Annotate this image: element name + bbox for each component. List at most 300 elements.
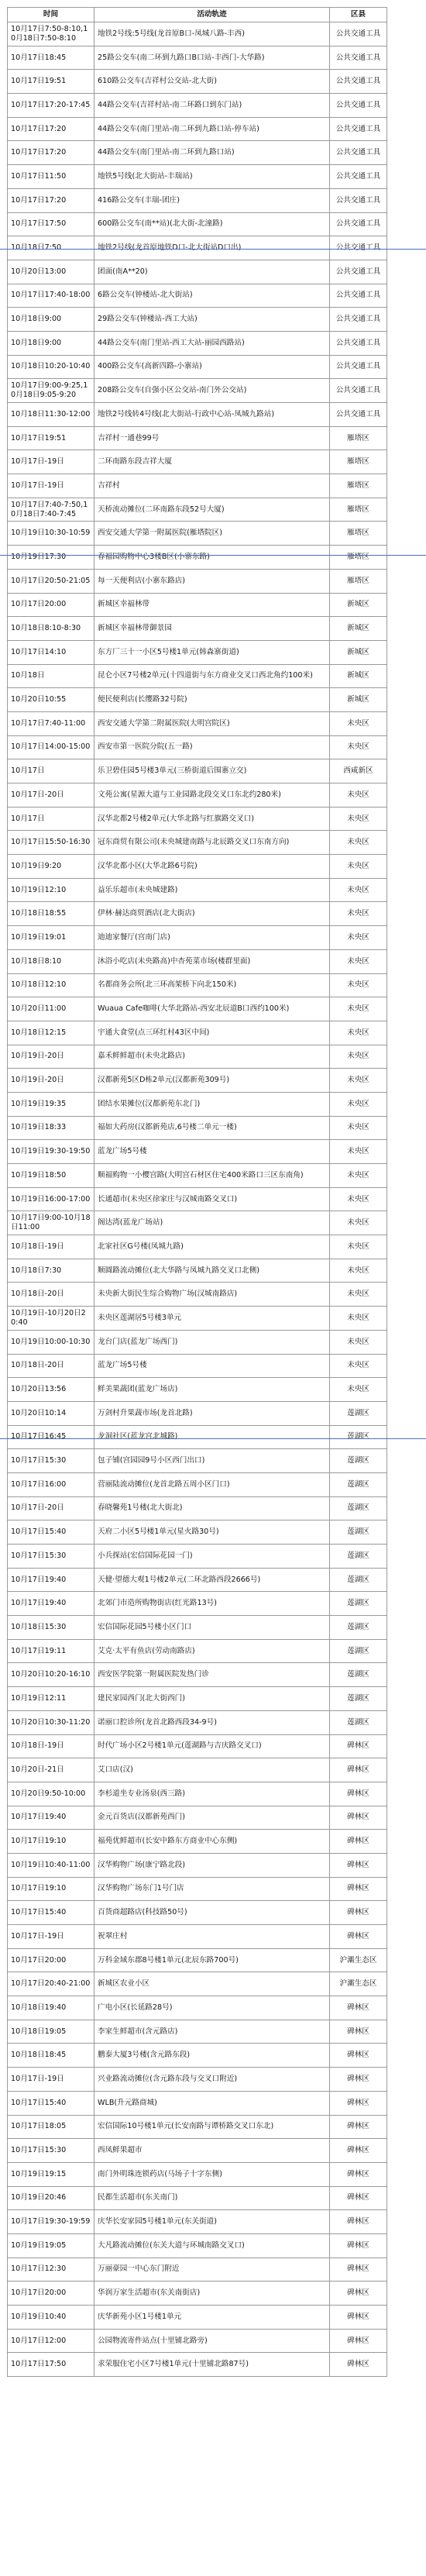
route-cell: 建民家园西门(北大街西门) [94,1687,330,1711]
district-cell: 雁塔区 [330,546,387,570]
time-cell: 10月17日12:00 [8,2329,94,2353]
table-row [8,617,387,641]
route-cell: 新城区幸福林带御景园 [94,617,330,641]
route-cell: 福如大药房(汉都新苑店,6号楼二单元一楼) [94,1116,330,1140]
district-cell: 莲湖区 [330,1710,387,1734]
time-cell: 10月17日15:40 [8,1520,94,1545]
route-cell: 汉华购物广场东门1号门店 [94,1877,330,1901]
route-cell: 龙洞社区(蓝龙宫北城路) [94,1425,330,1449]
table-row [8,1330,387,1354]
district-cell: 公共交通工具 [330,165,387,189]
table-row [8,94,387,118]
time-cell: 10月19日9:20 [8,855,94,879]
district-cell: 公共交通工具 [330,188,387,212]
table-row [8,807,387,831]
route-cell: 地铁5号线(北大街站-丰瑞站) [94,165,330,189]
district-cell: 公共交通工具 [330,46,387,70]
route-cell: 团结水果摊位(汉都新苑东北门) [94,1092,330,1116]
table-header-row [8,8,387,22]
time-cell: 10月18日-19日 [8,1734,94,1758]
district-cell: 沪灞生态区 [330,1948,387,1972]
table-row [8,46,387,70]
route-cell: 民都生活超市(东关南门) [94,2186,330,2210]
route-cell: 西安市第一医院分院(五一路) [94,735,330,759]
district-cell: 碑林区 [330,2306,387,2330]
table-row [8,1782,387,1806]
route-cell: 东方厂三十一小区5号楼1单元(韩森寨街道) [94,640,330,664]
district-cell: 公共交通工具 [330,212,387,236]
route-cell: 万剑村升果蔬市场(龙首北路) [94,1401,330,1425]
route-cell: 沐浴小吃店(未央路高)中杏苑菜市场(楼群里面) [94,949,330,973]
table-row [8,403,387,427]
district-cell: 碑林区 [330,1996,387,2020]
time-cell: 10月20日-21日 [8,1758,94,1782]
district-cell: 未央区 [330,926,387,950]
route-cell: 李家生鲜超市(含元路店) [94,2020,330,2044]
table-row [8,141,387,165]
time-cell: 10月17日15:30 [8,1449,94,1473]
route-cell: 名都商务会所(北三环高架桥下向北150米) [94,973,330,997]
table-row [8,1259,387,1283]
district-cell: 公共交通工具 [330,260,387,284]
district-cell: 未央区 [330,1164,387,1188]
table-row [8,2020,387,2044]
time-cell: 10月17日16:45 [8,1425,94,1449]
table-row [8,1401,387,1425]
route-cell: 包子铺(宫园园9号小区西门出口) [94,1449,330,1473]
table-row [8,2162,387,2186]
district-cell: 雁塔区 [330,426,387,450]
route-cell: 汉华购物广场(康宁路北段) [94,1853,330,1877]
header-route: 活动轨迹 [94,8,330,22]
time-cell: 10月17日20:00 [8,2282,94,2306]
route-cell: 西安交通大学第一附属医院(雁塔院区) [94,522,330,546]
time-cell: 10月17日20:50-21:05 [8,569,94,593]
district-cell: 未央区 [330,1307,387,1331]
route-cell: 长通超市(未央区徐家庄与汉城南路交叉口) [94,1187,330,1211]
time-cell: 10月17日17:40-18:00 [8,284,94,308]
time-cell: 10月17日19:10 [8,1830,94,1854]
district-cell: 未央区 [330,1140,387,1164]
district-cell: 未央区 [330,711,387,735]
table-row [8,188,387,212]
route-cell: WLB(升元路商城) [94,2091,330,2115]
district-cell: 莲湖区 [330,1449,387,1473]
table-row [8,1925,387,1949]
time-cell: 10月17日-19日 [8,450,94,474]
table-row [8,2068,387,2092]
route-cell: 昆仑小区7号楼2单元(十四道街与东方商业交叉口西北角约100米) [94,664,330,688]
route-cell: 未央区莲湖居5号楼3单元 [94,1307,330,1331]
table-row [8,2186,387,2210]
route-cell: 宏信国际花园5号楼小区门口 [94,1616,330,1640]
route-cell: 天府二小区5号楼1单元(星火路30号) [94,1520,330,1545]
district-cell: 莲湖区 [330,1616,387,1640]
table-row [8,1996,387,2020]
district-cell: 新城区 [330,617,387,641]
table-row [8,1283,387,1307]
district-cell: 未央区 [330,1045,387,1069]
district-cell: 未央区 [330,973,387,997]
time-cell: 10月18日19:05 [8,2020,94,2044]
route-cell: 金元百货店(汉都新苑西门) [94,1806,330,1830]
route-cell: 208路公交车(自强小区公交站-南门外公交站) [94,379,330,403]
route-cell: 鲜美果蔬团(蓝龙广场店) [94,1378,330,1402]
time-cell: 10月17日14:10 [8,640,94,664]
route-cell: 6路公交车(钟楼站-北大街站) [94,284,330,308]
table-row [8,1164,387,1188]
table-row [8,1235,387,1259]
table-row [8,1616,387,1640]
route-cell: 阁达湾(蓝龙广场站) [94,1211,330,1235]
time-cell: 10月17日17:20 [8,188,94,212]
district-cell: 公共交通工具 [330,379,387,403]
route-cell: 44路公交车(南门里站-南二环到九路口站) [94,141,330,165]
time-cell: 10月17日19:40 [8,1806,94,1830]
time-cell: 10月17日15:30 [8,2139,94,2163]
district-cell: 碑林区 [330,2282,387,2306]
time-cell: 10月17日15:40 [8,2091,94,2115]
route-cell: 西安交通大学第二附属医院(大明宫院区) [94,711,330,735]
route-cell: 新城区农业小区 [94,1972,330,1996]
time-cell: 10月20日10:55 [8,688,94,712]
district-cell: 未央区 [330,1187,387,1211]
district-cell: 莲湖区 [330,1472,387,1496]
route-cell: 万科金域东郡8号楼1单元(北辰东路700号) [94,1948,330,1972]
route-cell: 吉祥村一通巷99号 [94,426,330,450]
time-cell: 10月20日13:00 [8,260,94,284]
route-cell: 万丽豪园一中心东门附近 [94,2257,330,2282]
table-row [8,1972,387,1996]
time-cell: 10月17日7:40-11:00 [8,711,94,735]
table-row [8,2306,387,2330]
route-cell: 鹏泰大厦3号楼(含元路东段) [94,2044,330,2068]
route-cell: 416路公交车(丰瑞-团庄) [94,188,330,212]
district-cell: 未央区 [330,735,387,759]
district-cell: 新城区 [330,664,387,688]
route-cell: 600路公交车(南**站)(北大街-北潼路) [94,212,330,236]
district-cell: 公共交通工具 [330,117,387,141]
route-cell: 汉华北都2号楼2单元(大华北路与红旗路交叉口) [94,807,330,831]
table-row [8,1211,387,1235]
time-cell: 10月19日19:01 [8,926,94,950]
table-row [8,902,387,926]
district-cell: 碑林区 [330,2139,387,2163]
district-cell: 碑林区 [330,1925,387,1949]
district-cell: 雁塔区 [330,522,387,546]
header-time: 时间 [8,8,94,22]
route-cell: 乐卫碧佳园5号楼3单元(三桥街道后围寨立交) [94,759,330,783]
district-cell: 未央区 [330,783,387,808]
time-cell: 10月17日7:40-7:50,10月18日7:40-7:45 [8,498,94,522]
district-cell: 碑林区 [330,1901,387,1925]
table-row [8,1806,387,1830]
table-row [8,1663,387,1687]
table-row [8,711,387,735]
time-cell: 10月19日19:35 [8,1092,94,1116]
table-row [8,1472,387,1496]
time-cell: 10月19日19:15 [8,2162,94,2186]
route-cell: 公园物流寄件站点(十里铺北路旁) [94,2329,330,2353]
time-cell: 10月20日13:56 [8,1378,94,1402]
table-row [8,546,387,570]
route-cell: 蓝龙广场5号楼 [94,1140,330,1164]
table-row [8,2233,387,2257]
table-row [8,1021,387,1045]
header-district: 区县 [330,8,387,22]
district-cell: 莲湖区 [330,1687,387,1711]
table-row [8,1116,387,1140]
district-cell: 莲湖区 [330,1401,387,1425]
table-row [8,1449,387,1473]
route-cell: 艾克·太平有鱼店(劳动南路店) [94,1639,330,1663]
route-cell: 44路公交车(吉祥村站-南二环路口到东门站) [94,94,330,118]
table-row [8,855,387,879]
district-cell: 碑林区 [330,2044,387,2068]
district-cell: 碑林区 [330,2068,387,2092]
time-cell: 10月18日-20日 [8,1283,94,1307]
route-cell: 西凤鲜果超市 [94,2139,330,2163]
route-cell: 文苑公寓(星源大道与工业园路北段交叉口东北约280米) [94,783,330,808]
table-row [8,1140,387,1164]
time-cell: 10月17日17:50 [8,212,94,236]
route-cell: 610路公交车(吉祥村公交站-北大街) [94,70,330,94]
district-cell: 未央区 [330,1330,387,1354]
time-cell: 10月17日-19日 [8,2068,94,2092]
route-cell: 南门外明珠连锁药店(马场子十字东侧) [94,2162,330,2186]
district-cell: 未央区 [330,1021,387,1045]
route-cell: 大凡路流动摊位(东关大道与环城南路交叉口) [94,2233,330,2257]
district-cell: 莲湖区 [330,1663,387,1687]
time-cell: 10月17日17:20-17:45 [8,94,94,118]
table-row [8,664,387,688]
route-cell: 地铁2号线转4号线(北大街站-行政中心站-凤城九路站) [94,403,330,427]
district-cell: 莲湖区 [330,1545,387,1569]
table-row [8,831,387,855]
district-cell: 莲湖区 [330,1568,387,1592]
table-row [8,1045,387,1069]
page-separator-line [0,249,426,250]
district-cell: 未央区 [330,807,387,831]
district-cell: 未央区 [330,1378,387,1402]
route-cell: 华润万家生活超市(东关南街店) [94,2282,330,2306]
time-cell: 10月18日18:45 [8,2044,94,2068]
table-row [8,2091,387,2115]
time-cell: 10月17日19:51 [8,70,94,94]
activity-trace-table [7,7,387,2377]
time-cell: 10月17日15:40 [8,1901,94,1925]
time-cell: 10月18日-20日 [8,1354,94,1378]
route-cell: 营丽陆流动摊位(龙首北路五周小区门口) [94,1472,330,1496]
district-cell: 碑林区 [330,2353,387,2377]
route-cell: 百货商超路店(科技路50号) [94,1901,330,1925]
time-cell: 10月19日-20日 [8,1069,94,1093]
time-cell: 10月17日15:30 [8,1545,94,1569]
time-cell: 10月17日19:51 [8,426,94,450]
district-cell: 未央区 [330,1235,387,1259]
time-cell: 10月18日 [8,664,94,688]
route-cell: 新城区幸福林带 [94,593,330,617]
table-row [8,1877,387,1901]
table-row [8,1687,387,1711]
table-row [8,450,387,474]
time-cell: 10月17日11:50 [8,165,94,189]
table-row [8,1568,387,1592]
district-cell: 碑林区 [330,1853,387,1877]
table-row [8,1948,387,1972]
table-row [8,1092,387,1116]
table-row [8,688,387,712]
table-row [8,426,387,450]
time-cell: 10月19日-10月20日20:40 [8,1307,94,1331]
time-cell: 10月17日14:00-15:00 [8,735,94,759]
route-cell: 宏信国际10号楼1单元(长安南路与谭桥路交叉口东北) [94,2115,330,2139]
time-cell: 10月18日9:00 [8,308,94,332]
time-cell: 10月17日19:30-19:59 [8,2210,94,2234]
time-cell: 10月19日10:30-10:59 [8,522,94,546]
time-cell: 10月17日12:30 [8,2257,94,2282]
table-row [8,926,387,950]
table-row [8,1710,387,1734]
route-cell: 北郊门市造所购物街店(红光路13号) [94,1592,330,1616]
time-cell: 10月18日12:15 [8,1021,94,1045]
route-cell: 庆华新苑小区1号楼1单元 [94,2306,330,2330]
time-cell: 10月17日15:50-16:30 [8,831,94,855]
district-cell: 新城区 [330,688,387,712]
route-cell: 冠东商贸有限公司(未央城建南路与北辰路交叉口东南方向) [94,831,330,855]
time-cell: 10月17日-20日 [8,1496,94,1520]
district-cell: 公共交通工具 [330,236,387,260]
table-row [8,284,387,308]
time-cell: 10月18日19:40 [8,1996,94,2020]
district-cell: 未央区 [330,1211,387,1235]
district-cell: 雁塔区 [330,498,387,522]
table-row [8,522,387,546]
time-cell: 10月17日19:40 [8,1592,94,1616]
table-row [8,212,387,236]
route-cell: 伊林·赫达商贸酒店(北大街店) [94,902,330,926]
time-cell: 10月18日10:20-10:40 [8,355,94,379]
time-cell: 10月18日18:55 [8,902,94,926]
route-cell: 迪迪家餐厅(宫南门店) [94,926,330,950]
time-cell: 10月19日12:10 [8,878,94,902]
time-cell: 10月19日19:30-19:50 [8,1140,94,1164]
district-cell: 西咸新区 [330,759,387,783]
table-row [8,1187,387,1211]
route-cell: 宇通大食堂(点三环红村43区中间) [94,1021,330,1045]
table-row [8,2139,387,2163]
district-cell: 未央区 [330,902,387,926]
time-cell: 10月17日-19日 [8,474,94,498]
route-cell: 天桥流动摊位(二环南路东段52号大厦) [94,498,330,522]
time-cell: 10月18日12:10 [8,973,94,997]
district-cell: 碑林区 [330,1734,387,1758]
time-cell: 10月17日-20日 [8,783,94,808]
district-cell: 未央区 [330,997,387,1021]
route-cell: 汉都新苑5区D栋2单元(汉都新苑309号) [94,1069,330,1093]
time-cell: 10月18日7:30 [8,1259,94,1283]
district-cell: 公共交通工具 [330,70,387,94]
district-cell: 未央区 [330,831,387,855]
route-cell: 25路公交车(南二环到九路口B口站-丰西门-大华路) [94,46,330,70]
table-row [8,878,387,902]
district-cell: 雁塔区 [330,569,387,593]
time-cell: 10月18日15:30 [8,1616,94,1640]
time-cell: 10月20日11:00 [8,997,94,1021]
route-cell: 29路公交车(钟楼站-西工大站) [94,308,330,332]
time-cell: 10月18日8:10 [8,949,94,973]
route-cell: 44路公交车(南门里站-南二环到九路口站-停车站) [94,117,330,141]
district-cell: 莲湖区 [330,1520,387,1545]
district-cell: 雁塔区 [330,474,387,498]
table-row [8,2044,387,2068]
route-cell: 吉祥村 [94,474,330,498]
time-cell: 10月18日7:50 [8,236,94,260]
table-row [8,1758,387,1782]
district-cell: 碑林区 [330,1758,387,1782]
table-row [8,1545,387,1569]
table-row [8,1853,387,1877]
route-cell: 400路公交车(高新四路-小寨站) [94,355,330,379]
district-cell: 莲湖区 [330,1425,387,1449]
table-row [8,1425,387,1449]
table-row [8,949,387,973]
table-row [8,22,387,46]
time-cell: 10月17日19:40 [8,1568,94,1592]
district-cell: 新城区 [330,640,387,664]
district-cell: 未央区 [330,1259,387,1283]
time-cell: 10月20日10:20-16:10 [8,1663,94,1687]
time-cell: 10月17日20:00 [8,593,94,617]
time-cell: 10月18日8:10-8:30 [8,617,94,641]
district-cell: 未央区 [330,1354,387,1378]
time-cell: 10月17日-19日 [8,1925,94,1949]
table-row [8,783,387,808]
table-row [8,1307,387,1331]
district-cell: 莲湖区 [330,1639,387,1663]
table-row [8,735,387,759]
table-row [8,379,387,403]
district-cell: 未央区 [330,949,387,973]
time-cell: 10月17日9:00-9:25,10月18日9:05-9:20 [8,379,94,403]
table-row [8,117,387,141]
route-cell: 艾口店(汉) [94,1758,330,1782]
district-cell: 公共交通工具 [330,141,387,165]
time-cell: 10月18日11:30-12:00 [8,403,94,427]
table-row [8,1378,387,1402]
time-cell: 10月17日20:00 [8,1948,94,1972]
district-cell: 碑林区 [330,2115,387,2139]
table-row [8,2115,387,2139]
district-cell: 碑林区 [330,1806,387,1830]
route-cell: 嘉禾鲜鲜超市(未央北路店) [94,1045,330,1069]
route-cell: 益乐乐超市(未央城建路) [94,878,330,902]
time-cell: 10月20日10:14 [8,1401,94,1425]
district-cell: 碑林区 [330,2329,387,2353]
route-cell: 诺丽口腔诊所(龙首北路西段34-9号) [94,1710,330,1734]
district-cell: 未央区 [330,1116,387,1140]
route-cell: 顺圆路流动摊位(北大华路与凤城九路交叉口北侧) [94,1259,330,1283]
time-cell: 10月18日-19日 [8,1235,94,1259]
district-cell: 公共交通工具 [330,331,387,355]
time-cell: 10月19日16:00-17:00 [8,1187,94,1211]
time-cell: 10月18日9:00 [8,331,94,355]
page-separator-line [0,1438,426,1439]
time-cell: 10月17日7:50-8:10,10月18日7:50-8:10 [8,22,94,46]
district-cell: 莲湖区 [330,1496,387,1520]
district-cell: 公共交通工具 [330,403,387,427]
district-cell: 碑林区 [330,2210,387,2234]
